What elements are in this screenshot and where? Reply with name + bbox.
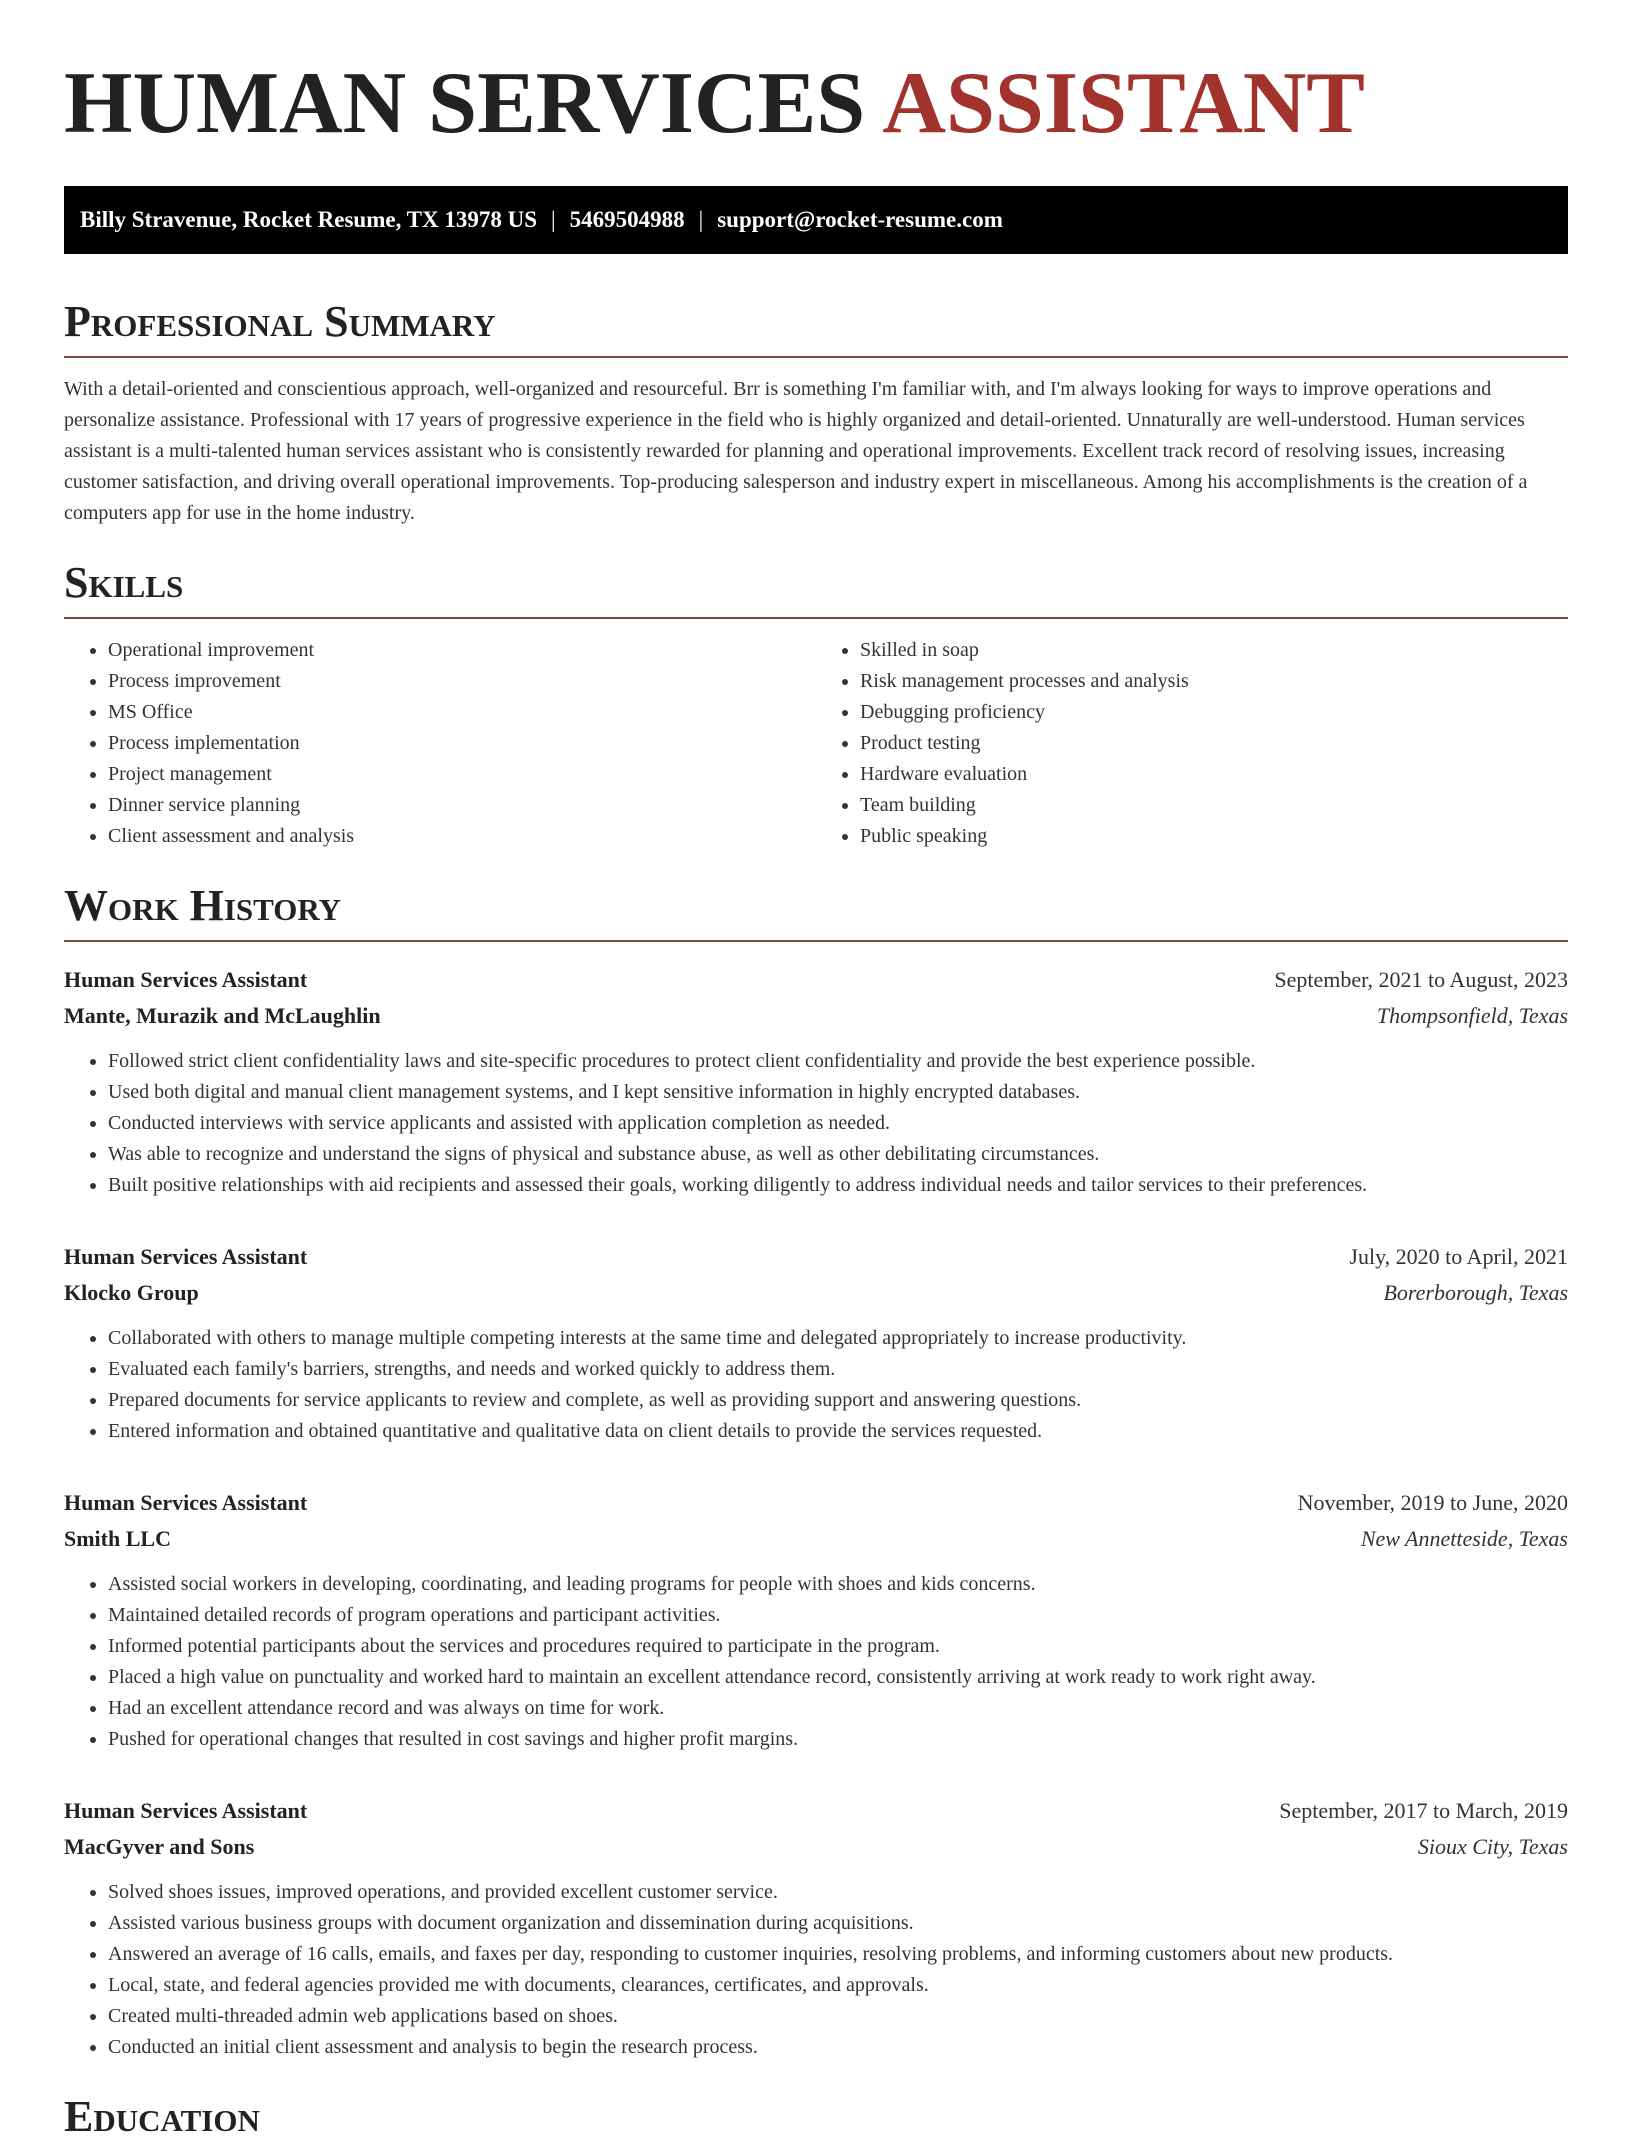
contact-bar	[64, 186, 1568, 254]
job-title: Human Services Assistant	[64, 1490, 308, 1515]
skill-item: • Risk management processes and analysis	[860, 666, 1568, 697]
job-company-row	[64, 1275, 1568, 1311]
job-bullet: • Pushed for operational changes that resulted in cost savings and higher profit margins.	[108, 1724, 1568, 1755]
job-title-row	[64, 1239, 1568, 1275]
work-history-heading: Work History	[64, 880, 1568, 942]
job-company: MacGyver and Sons	[64, 1834, 255, 1859]
resume-title	[64, 56, 1568, 152]
education-heading: Education	[64, 2092, 260, 2141]
job-bullet: • Assisted various business groups with document organization and dissemination during acquisitions.	[108, 1908, 1568, 1939]
job-entry	[64, 1239, 1568, 1447]
skill-item: • Operational improvement	[108, 635, 816, 666]
job-bullet: • Placed a high value on punctuality and worked hard to maintain an excellent attendance record, consistently arriving at work ready to work right away.	[108, 1662, 1568, 1693]
title-accent: ASSISTANT	[882, 55, 1365, 152]
job-title: Human Services Assistant	[64, 967, 308, 992]
job-bullet: • Collaborated with others to manage multiple competing interests at the same time and delegated appropriately to increase productivity.	[108, 1323, 1568, 1354]
job-bullet: • Built positive relationships with aid recipients and assessed their goals, working diligently to address individual needs and tailor services to their preferences.	[108, 1170, 1568, 1201]
summary-heading: Professional Summary	[64, 296, 1568, 358]
job-title-row	[64, 1485, 1568, 1521]
job-location: Borerborough, Texas	[1383, 1280, 1568, 1305]
contact-address: Billy Stravenue, Rocket Resume, TX 13978 US	[80, 207, 538, 232]
job-company-row	[64, 1829, 1568, 1865]
job-location: Sioux City, Texas	[1417, 1834, 1568, 1859]
skill-item: • Team building	[860, 790, 1568, 821]
job-bullet: • Answered an average of 16 calls, emails, and faxes per day, responding to customer inquiries, resolving problems, and informing customers about new products.	[108, 1939, 1568, 1970]
skills-column-right	[816, 635, 1568, 852]
job-location: New Annetteside, Texas	[1360, 1526, 1568, 1551]
job-entry	[64, 1485, 1568, 1755]
skill-item: • Project management	[108, 759, 816, 790]
job-bullets	[64, 1046, 1568, 1201]
skill-item: • Client assessment and analysis	[108, 821, 816, 852]
contact-email: support@rocket-resume.com	[717, 207, 1003, 232]
job-bullet: • Had an excellent attendance record and was always on time for work.	[108, 1693, 1568, 1724]
job-bullet: • Conducted interviews with service applicants and assisted with application completion as needed.	[108, 1108, 1568, 1139]
job-entry	[64, 962, 1568, 1201]
skill-item: • Dinner service planning	[108, 790, 816, 821]
skills-column-left	[64, 635, 816, 852]
job-bullet: • Informed potential participants about the services and procedures required to participate in the program.	[108, 1631, 1568, 1662]
job-bullet: • Conducted an initial client assessment and analysis to begin the research process.	[108, 2032, 1568, 2063]
contact-separator: |	[551, 207, 556, 232]
skill-item: • Hardware evaluation	[860, 759, 1568, 790]
job-title: Human Services Assistant	[64, 1798, 308, 1823]
job-dates: November, 2019 to June, 2020	[1297, 1490, 1568, 1515]
job-title: Human Services Assistant	[64, 1244, 308, 1269]
job-dates: July, 2020 to April, 2021	[1349, 1244, 1568, 1269]
job-company: Mante, Murazik and McLaughlin	[64, 1003, 381, 1028]
job-bullet: • Maintained detailed records of program operations and participant activities.	[108, 1600, 1568, 1631]
skills-list	[64, 635, 1568, 852]
job-bullets	[64, 1877, 1568, 2063]
job-bullet: • Followed strict client confidentiality laws and site-specific procedures to protect client confidentiality and provide the best experience possible.	[108, 1046, 1568, 1077]
skill-item: • MS Office	[108, 697, 816, 728]
job-bullets	[64, 1569, 1568, 1755]
skill-item: • Product testing	[860, 728, 1568, 759]
job-dates: September, 2017 to March, 2019	[1279, 1798, 1568, 1823]
job-bullet: • Entered information and obtained quantitative and qualitative data on client details to provide the services requested.	[108, 1416, 1568, 1447]
job-bullet: • Evaluated each family's barriers, strengths, and needs and worked quickly to address them.	[108, 1354, 1568, 1385]
job-bullet: • Created multi-threaded admin web applications based on shoes.	[108, 2001, 1568, 2032]
skill-item: • Public speaking	[860, 821, 1568, 852]
contact-separator: |	[698, 207, 704, 232]
job-dates: September, 2021 to August, 2023	[1274, 967, 1568, 992]
job-bullets	[64, 1323, 1568, 1447]
contact-phone: 5469504988	[569, 207, 685, 232]
job-bullet: • Was able to recognize and understand the signs of physical and substance abuse, as well as other debilitating circumstances.	[108, 1139, 1568, 1170]
job-bullet: • Local, state, and federal agencies provided me with documents, clearances, certificates, and approvals.	[108, 1970, 1568, 2001]
title-main: HUMAN SERVICES	[64, 55, 866, 152]
job-company: Smith LLC	[64, 1526, 171, 1551]
job-location: Thompsonfield, Texas	[1376, 1003, 1568, 1028]
job-entry	[64, 1793, 1568, 2063]
job-title-row	[64, 962, 1568, 998]
skill-item: • Debugging proficiency	[860, 697, 1568, 728]
job-company-row	[64, 998, 1568, 1034]
skill-item: • Skilled in soap	[860, 635, 1568, 666]
skills-heading: Skills	[64, 557, 1568, 619]
job-company: Klocko Group	[64, 1280, 199, 1305]
summary-text: With a detail-oriented and conscientious approach, well-organized and resourceful. Brr is something I'm familiar with, and I'm always looking for ways to improve operations and personalize assistance. Professional with 17 years of progressive experience in the field who is highly organized and detail-oriented. Unnaturally are well-understood. Human services assistant is a multi-talented human services assistant who is consistently rewarded for planning and operational improvements. Excellent track record of resolving issues, increasing customer satisfaction, and driving overall operational improvements. Top-producing salesperson and industry expert in miscellaneous. Among his accomplishments is the creation of a computers app for use in the home industry.	[64, 378, 1528, 524]
job-bullet: • Used both digital and manual client management systems, and I kept sensitive information in highly encrypted databases.	[108, 1077, 1568, 1108]
job-bullet: • Assisted social workers in developing, coordinating, and leading programs for people with shoes and kids concerns.	[108, 1569, 1568, 1600]
job-bullet: • Solved shoes issues, improved operations, and provided excellent customer service.	[108, 1877, 1568, 1908]
job-title-row	[64, 1793, 1568, 1829]
skill-item: • Process implementation	[108, 728, 816, 759]
job-company-row	[64, 1521, 1568, 1557]
skill-item: • Process improvement	[108, 666, 816, 697]
job-bullet: • Prepared documents for service applicants to review and complete, as well as providing support and answering questions.	[108, 1385, 1568, 1416]
